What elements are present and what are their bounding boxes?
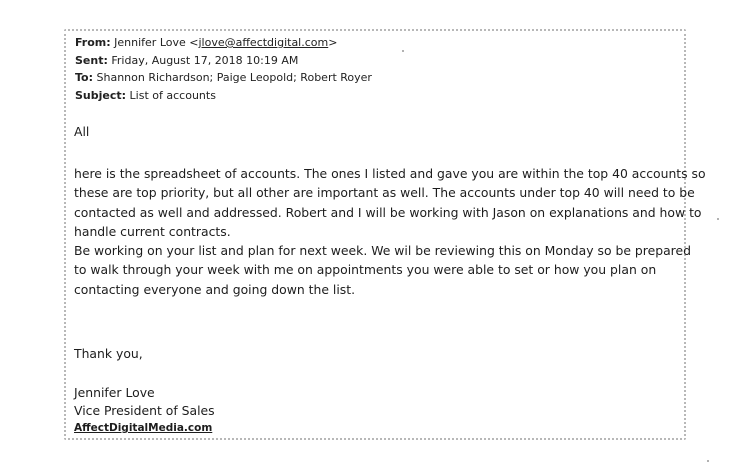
scan-speck	[402, 50, 404, 52]
from-email-link[interactable]: jlove@affectdigital.com	[198, 36, 329, 49]
message-body	[74, 164, 706, 299]
subject-label: Subject:	[75, 88, 127, 102]
signature-title: Vice President of Sales	[74, 403, 215, 418]
subject-row	[75, 87, 372, 105]
body-line: contacting everyone and going down the list.	[74, 281, 356, 297]
signature-name: Jennifer Love	[74, 385, 155, 400]
subject-value: List of accounts	[129, 88, 216, 102]
from-row	[75, 34, 372, 52]
body-line: Be working on your list and plan for next week. We wil be reviewing this on Monday so be prepared	[74, 243, 691, 259]
from-name: Jennifer Love <	[114, 36, 199, 49]
from-email-close: >	[328, 36, 338, 49]
to-label: To:	[75, 71, 93, 84]
from-label: From:	[75, 36, 111, 49]
sent-label: Sent:	[75, 53, 108, 67]
to-value: Shannon Richardson; Paige Leopold; Robert Royer	[96, 71, 372, 84]
to-row	[75, 69, 372, 87]
email-header	[75, 34, 372, 104]
body-line: here is the spreadsheet of accounts. The ones I listed and gave you are within the top 40 accounts so	[74, 166, 706, 181]
signature-block	[74, 384, 215, 436]
sent-row	[75, 52, 372, 70]
scan-speck	[707, 460, 709, 462]
body-line: to walk through your week with me on appointments you were able to set or how you plan on	[74, 262, 657, 278]
scan-speck	[717, 218, 719, 220]
greeting: All	[74, 124, 90, 139]
signature-website-link[interactable]: AffectDigitalMedia.com	[74, 422, 213, 434]
sent-value: Friday, August 17, 2018 10:19 AM	[111, 53, 299, 67]
body-line: these are top priority, but all other are important as well. The accounts under top 40 will need to be	[74, 185, 695, 201]
signoff: Thank you,	[74, 346, 143, 361]
body-line: handle current contracts.	[74, 223, 231, 239]
body-line: contacted as well and addressed. Robert and I will be working with Jason on explanations and how to	[74, 204, 702, 220]
